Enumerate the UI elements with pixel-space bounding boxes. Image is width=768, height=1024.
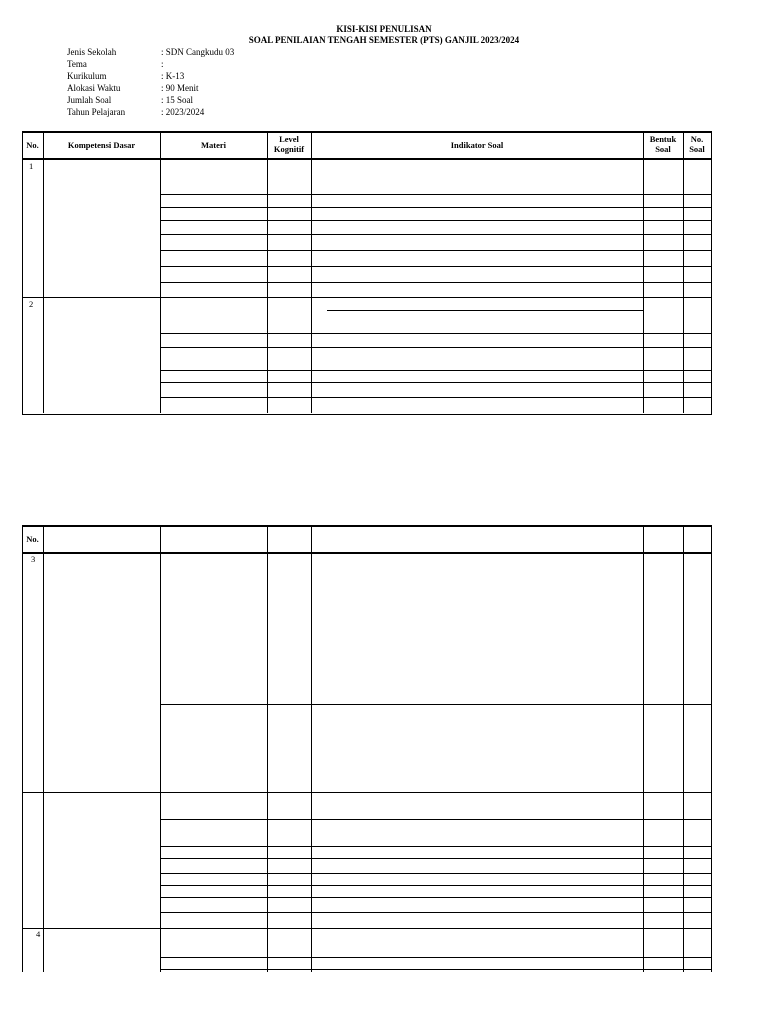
header-bentuk-soal: Bentuk Soal [649,134,677,154]
info-value-year: : 2023/2024 [161,107,205,117]
section-divider [22,928,711,929]
row-line [160,333,711,334]
header-level-kognitif: Level Kognitif [273,134,305,154]
row-line [160,207,711,208]
row-line [160,704,711,705]
table-1-frame [22,131,712,415]
row-line [160,873,711,874]
row-number: 3 [31,554,36,564]
info-label-time: Alokasi Waktu [67,83,121,93]
row-line [160,885,711,886]
table-2-col-line [267,525,268,972]
row-line [160,282,711,283]
table-1-col-line [43,131,44,413]
section-divider [22,792,711,793]
row-line [160,969,711,970]
info-label-theme: Tema [67,59,87,69]
header-indikator-soal: Indikator Soal [450,140,504,150]
row-line [160,382,711,383]
row-line [160,220,711,221]
row-line [160,819,711,820]
table-2-frame [22,525,712,972]
info-label-school: Jenis Sekolah [67,47,117,57]
row-line [160,194,711,195]
info-label-year: Tahun Pelajaran [67,107,126,117]
header-no-soal: No. Soal [689,134,705,154]
document-subtitle: SOAL PENILAIAN TENGAH SEMESTER (PTS) GANJIL 2023/2024 [248,35,520,45]
row-number: 4 [36,929,41,939]
header-no: No. [26,140,39,150]
indikator-underline [327,310,643,311]
row-number: 1 [29,161,34,171]
table-2-col-line [43,525,44,972]
info-value-curriculum: : K-13 [161,71,185,81]
info-label-curriculum: Kurikulum [67,71,107,81]
document-title: KISI-KISI PENULISAN [336,24,432,34]
header-materi: Materi [200,140,226,150]
row-line [160,234,711,235]
header-kompetensi-dasar: Kompetensi Dasar [67,140,136,150]
table-2-header-divider [22,552,712,554]
header-no: No. [26,534,39,544]
info-value-school: : SDN Cangkudu 03 [161,47,235,57]
section-divider [22,297,711,298]
table-2-col-line [683,525,684,972]
row-number: 2 [29,299,34,309]
row-line [160,957,711,958]
row-line [160,347,711,348]
row-line [160,846,711,847]
info-value-count: : 15 Soal [161,95,194,105]
row-line [160,266,711,267]
table-2-col-line [160,525,161,972]
table-2-col-line [311,525,312,972]
table-2-col-line [643,525,644,972]
row-line [160,250,711,251]
row-line [160,912,711,913]
row-line [160,397,711,398]
info-label-count: Jumlah Soal [67,95,112,105]
table-1-header-divider [22,158,712,160]
info-value-time: : 90 Menit [161,83,199,93]
row-line [160,858,711,859]
info-value-theme: : [161,59,164,69]
row-line [160,897,711,898]
row-line [160,370,711,371]
